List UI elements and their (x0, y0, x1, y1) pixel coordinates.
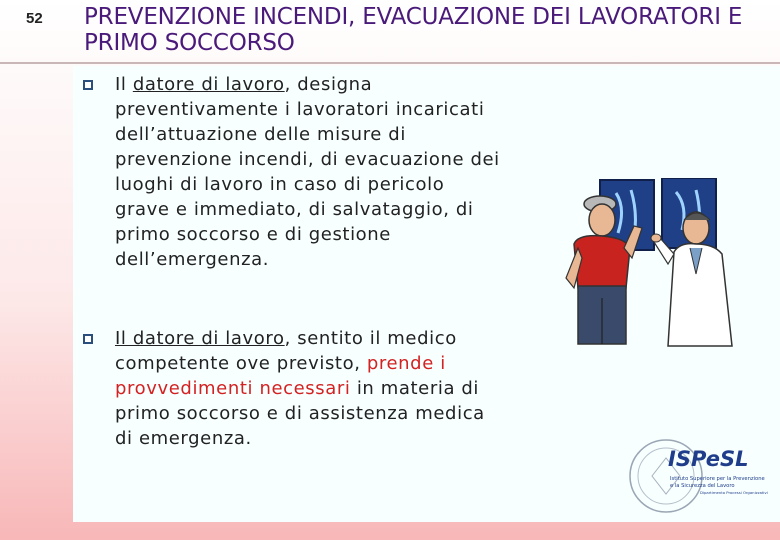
logo-line-1: Istituto Superiore per la Prevenzione (670, 476, 765, 482)
square-bullet-icon (83, 80, 93, 90)
square-bullet-icon (83, 334, 93, 344)
bullet-text-2 (115, 326, 505, 451)
slide-number: 52 (26, 10, 43, 27)
bullet-2-body: in materia di primo soccorso e di assistenza medica di emergenza. (115, 378, 485, 449)
bullet-1-body: , designa preventivamente i lavoratori incaricati dell’attuazione delle misure di prevenzione incendi, di evacuazione dei luoghi di lavoro in caso di pericolo grave e immediato, di salvataggio, di primo soccorso e di gestione dell’emergenza. (115, 74, 500, 270)
logo-line-2: e la Sicurezza del Lavoro (670, 483, 735, 489)
highlighted-phrase: prende i provvedimenti necessari (115, 353, 446, 399)
bullet-item-2 (85, 326, 505, 451)
slide-title: PREVENZIONE INCENDI, EVACUAZIONE DEI LAVORATORI E PRIMO SOCCORSO (84, 4, 743, 56)
bullet-1-prefix: Il (115, 74, 133, 95)
title-divider (0, 62, 780, 64)
logo-wordmark: ISPeSL (668, 447, 749, 471)
ispesl-logo (628, 432, 778, 524)
datore-link[interactable]: datore di lavoro (132, 74, 285, 95)
worker-doctor-illustration (556, 178, 746, 348)
datore-link-2[interactable]: Il datore di lavoro (115, 328, 285, 349)
bullet-2-middle: , sentito il medico competente ove previsto, (115, 328, 457, 374)
logo-line-3: Dipartimento Processi Organizzativi (700, 490, 768, 495)
bullet-item-1 (85, 72, 505, 272)
bullet-text-1 (115, 72, 505, 272)
